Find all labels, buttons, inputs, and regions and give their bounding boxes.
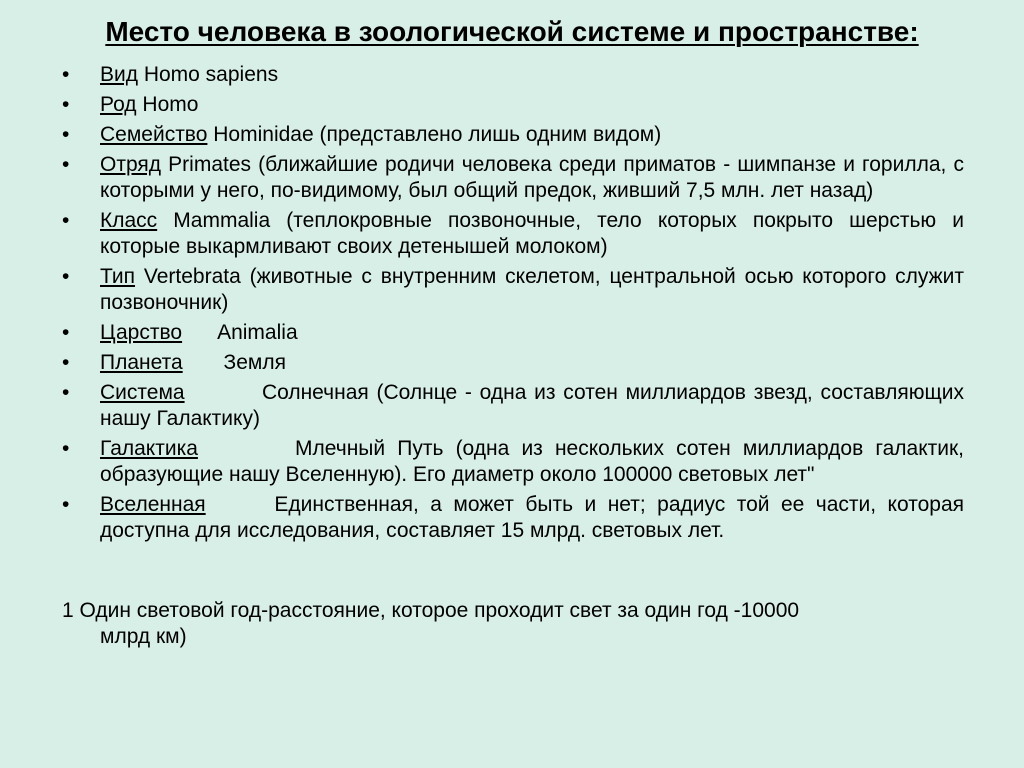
- term-label: Отряд: [100, 153, 162, 176]
- bullet-icon: •: [62, 381, 70, 404]
- list-item-universe: [62, 492, 970, 544]
- bullet-icon: •: [62, 437, 70, 460]
- term-description: Mammalia (теплокровные позвоночные, тело которых покрыто шерстью и которые выкармливают своих детенышей молоком): [100, 209, 964, 258]
- list-item-genus: [62, 92, 964, 118]
- taxonomy-list: [62, 62, 970, 548]
- term-label: Планета: [100, 351, 183, 374]
- bullet-icon: •: [62, 321, 70, 344]
- term-label: Вселенная: [100, 493, 206, 516]
- term-description: Homo: [136, 93, 199, 116]
- list-item-system: [62, 380, 970, 432]
- list-item-kingdom: [62, 320, 964, 346]
- term-description: Hominidae (представлено лишь одним видом): [207, 123, 662, 146]
- bullet-icon: •: [62, 265, 70, 288]
- list-item-planet: [62, 350, 964, 376]
- term-label: Царство: [100, 321, 183, 344]
- list-item-phylum: [62, 264, 964, 316]
- list-item-class: [62, 208, 964, 260]
- term-label: Тип: [100, 265, 136, 288]
- term-description: Homo sapiens: [138, 63, 279, 86]
- term-description: Единственная, а может быть и нет; радиус той ее части, которая доступна для исследования, составляет 15 млрд. световых лет.: [100, 493, 970, 542]
- list-item-galaxy: [62, 436, 970, 488]
- bullet-icon: •: [62, 93, 70, 116]
- term-description: Млечный Путь (одна из нескольких сотен миллиардов галактик, образующие нашу Вселенную). Его диаметр около 100000 световых лет": [100, 437, 970, 486]
- bullet-icon: •: [62, 493, 70, 516]
- list-item-order: [62, 152, 964, 204]
- term-description: Animalia: [182, 321, 298, 344]
- list-item-species: [62, 62, 964, 88]
- term-description: Солнечная (Солнце - одна из сотен миллиардов звезд, составляющих нашу Галактику): [100, 381, 970, 430]
- bullet-icon: •: [62, 351, 70, 374]
- term-label: Класс: [100, 209, 158, 232]
- footnote-line-1: 1 Один световой год-расстояние, которое проходит свет за один год -10000: [62, 599, 800, 622]
- bullet-icon: •: [62, 209, 70, 232]
- term-description: Primates (ближайшие родичи человека среди приматов - шимпанзе и горилла, с которыми у него, по-видимому, был общий предок, живший 7,5 млн. лет назад): [100, 153, 964, 202]
- term-label: Система: [100, 381, 185, 404]
- term-description: Земля: [182, 351, 286, 374]
- term-label: Род: [100, 93, 137, 116]
- term-label: Семейство: [100, 123, 208, 146]
- slide-title: Место человека в зоологической системе и пространстве:: [105, 16, 919, 47]
- bullet-icon: •: [62, 123, 70, 146]
- bullet-icon: •: [62, 153, 70, 176]
- term-description: Vertebrata (животные с внутренним скелетом, центральной осью которого служит позвоночник): [100, 265, 964, 314]
- term-label: Вид: [100, 63, 138, 86]
- footnote-line-2: млрд км): [100, 625, 187, 648]
- bullet-icon: •: [62, 63, 70, 86]
- list-item-family: [62, 122, 964, 148]
- term-label: Галактика: [100, 437, 198, 460]
- footnote: [62, 598, 964, 650]
